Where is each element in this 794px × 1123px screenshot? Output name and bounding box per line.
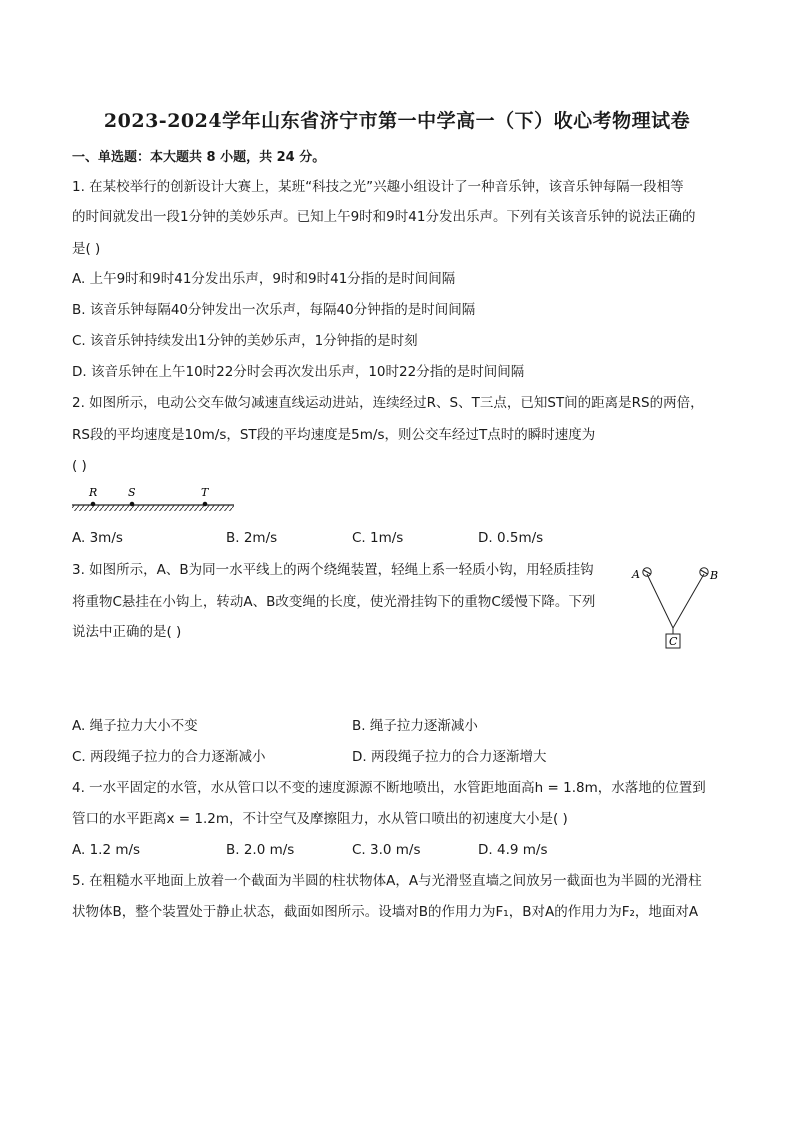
q1-option-c: C. 该音乐钟持续发出1分钟的美妙乐声，1分钟指的是时刻 <box>72 333 418 349</box>
q1-option-a: A. 上午9时和9时41分发出乐声，9时和9时41分指的是时间间隔 <box>72 271 456 287</box>
q5-text-line: 状物体B，整个装置处于静止状态，截面如图所示。设墙对B的作用力为F₁，B对A的作用力为F₂，地面对A <box>72 904 699 920</box>
q1-text-line: 1. 在某校举行的创新设计大赛上，某班“科技之光”兴趣小组设计了一种音乐钟，该音乐钟每隔一段相等 <box>72 179 684 195</box>
point-s <box>130 502 135 507</box>
q4-option-a: A. 1.2 m/s <box>72 842 141 858</box>
q2-text-line: 2. 如图所示，电动公交车做匀减速直线运动进站，连续经过R、S、T三点，已知ST间的距离是RS的两倍， <box>72 395 704 411</box>
q4-option-c: C. 3.0 m/s <box>352 842 421 858</box>
q5-text-line: 5. 在粗糙水平地面上放着一个截面为半圆的柱状物体A，A与光滑竖直墙之间放另一截面也为半圆的光滑柱 <box>72 873 702 889</box>
q4-text-line: 管口的水平距离x = 1.2m，不计空气及摩擦阻力，水从管口喷出的初速度大小是( ) <box>72 811 568 827</box>
label-b: B <box>710 569 719 582</box>
point-r <box>91 502 96 507</box>
q4-option-b: B. 2.0 m/s <box>226 842 295 858</box>
q3-hook-figure <box>628 560 728 652</box>
q3-option-a: A. 绳子拉力大小不变 <box>72 718 198 734</box>
q2-option-c: C. 1m/s <box>352 530 404 546</box>
q1-text-line: 的时间就发出一段1分钟的美妙乐声。已知上午9时和9时41分发出乐声。下列有关该音乐钟的说法正确的 <box>72 209 696 225</box>
q2-road-figure <box>72 484 242 518</box>
q2-option-b: B. 2m/s <box>226 530 278 546</box>
q3-option-d: D. 两段绳子拉力的合力逐渐增大 <box>352 749 547 765</box>
q3-option-c: C. 两段绳子拉力的合力逐渐减小 <box>72 749 266 765</box>
section-heading: 一、单选题：本大题共 8 小题，共 24 分。 <box>72 150 326 165</box>
label-r: R <box>89 486 98 499</box>
label-c: C <box>669 635 678 648</box>
q3-text-line: 说法中正确的是( ) <box>72 624 182 640</box>
q3-option-b: B. 绳子拉力逐渐减小 <box>352 718 478 734</box>
label-a: A <box>632 568 640 581</box>
q1-option-b: B. 该音乐钟每隔40分钟发出一次乐声，每隔40分钟指的是时间间隔 <box>72 302 476 318</box>
q1-option-d: D. 该音乐钟在上午10时22分时会再次发出乐声，10时22分指的是时间间隔 <box>72 364 525 380</box>
q3-text-line: 将重物C悬挂在小钩上，转动A、B改变绳的长度，使光滑挂钩下的重物C缓慢下降。下列 <box>72 594 596 610</box>
q4-option-d: D. 4.9 m/s <box>478 842 548 858</box>
page-title: 2023-2024学年山东省济宁市第一中学高一（下）收心考物理试卷 <box>103 110 691 132</box>
q3-text-line: 3. 如图所示，A、B为同一水平线上的两个绕绳装置，轻绳上系一轻质小钩，用轻质挂钩 <box>72 562 594 578</box>
q2-option-a: A. 3m/s <box>72 530 123 546</box>
label-t: T <box>201 486 209 499</box>
q2-text-line: RS段的平均速度是10m/s，ST段的平均速度是5m/s，则公交车经过T点时的瞬时速度为 <box>72 427 596 443</box>
q2-option-d: D. 0.5m/s <box>478 530 544 546</box>
q4-text-line: 4. 一水平固定的水管，水从管口以不变的速度源源不断地喷出，水管距地面高h = 1.8m，水落地的位置到 <box>72 780 706 796</box>
point-t <box>203 502 208 507</box>
q1-text-line: 是( ) <box>72 241 101 257</box>
q2-text-line: ( ) <box>72 458 87 474</box>
label-s: S <box>128 486 136 499</box>
